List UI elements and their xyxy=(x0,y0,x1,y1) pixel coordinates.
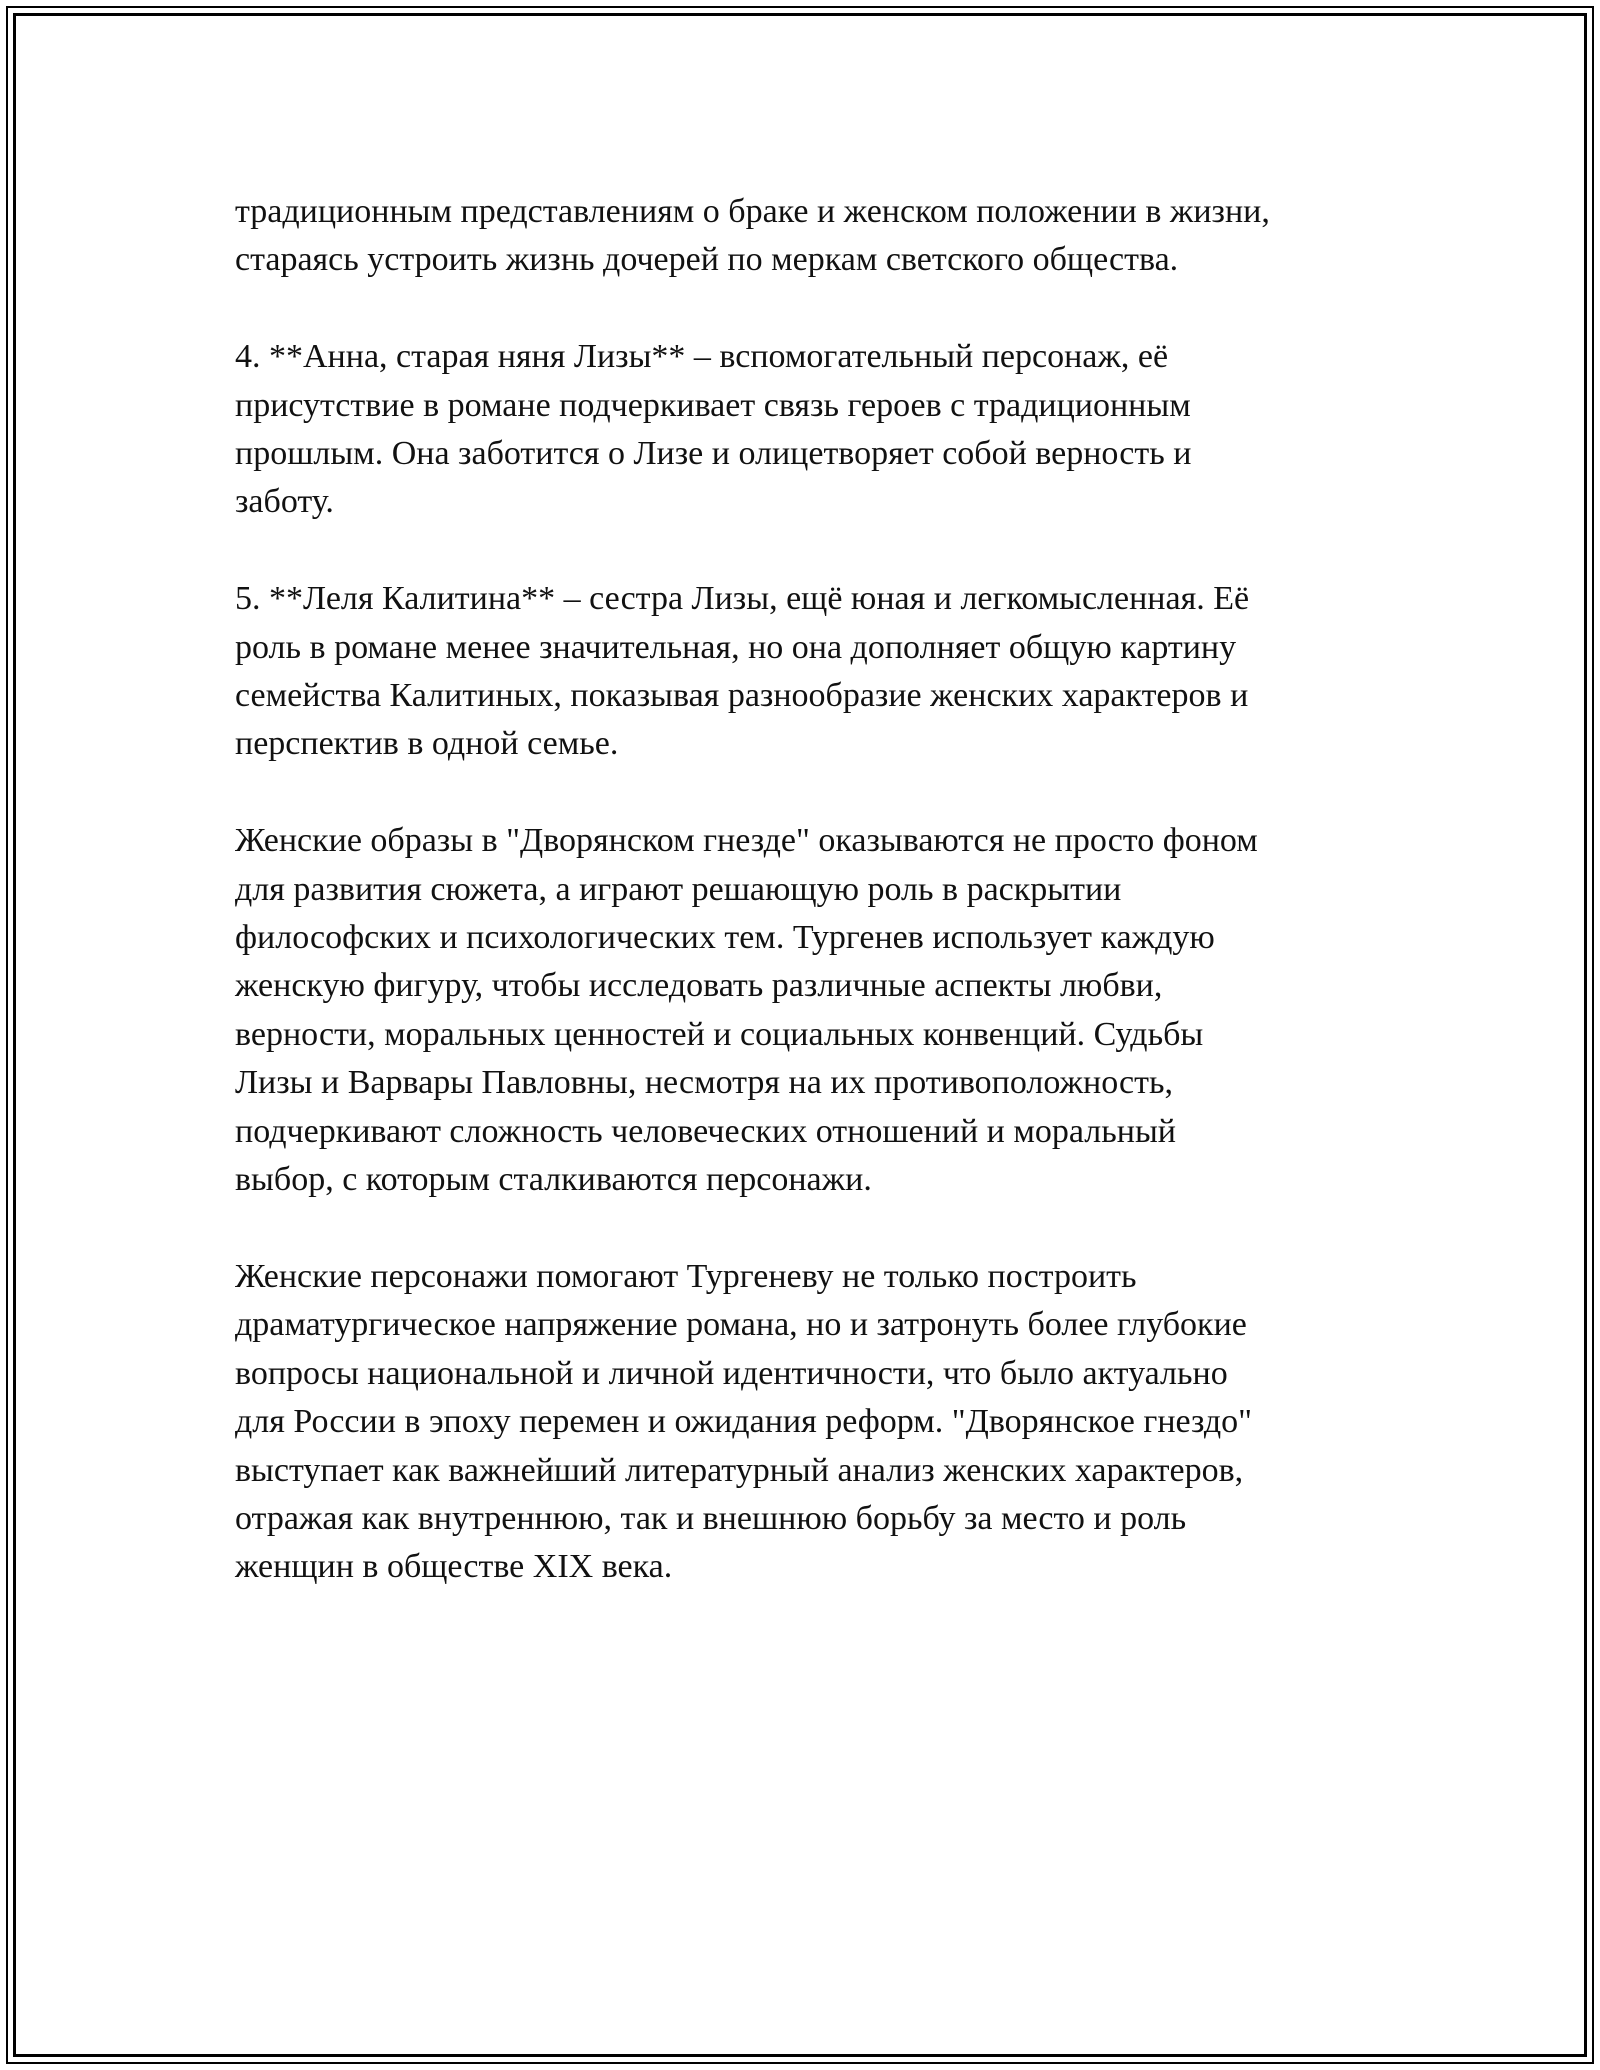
paragraph-anna: 4. **Анна, старая няня Лизы** – вспомогательный персонаж, её присутствие в романе подчеркивает связь героев с традиционным прошлым. Она заботится о Лизе и олицетворяет собой верность и заботу. xyxy=(235,338,1192,521)
paragraph-marriage-views: традиционным представлениям о браке и женском положении в жизни, стараясь устроить жизнь дочерей по меркам светского общества. xyxy=(235,193,1270,279)
document-body xyxy=(235,188,1385,1640)
paragraph-lelya: 5. **Леля Калитина** – сестра Лизы, ещё юная и легкомысленная. Её роль в романе менее значительная, но она дополняет общую картину семейства Калитиных, показывая разнообразие женских характеров и перспектив в одной семье. xyxy=(235,580,1250,763)
paragraph-conclusion: Женские персонажи помогают Тургеневу не только построить драматургическое напряжение романа, но и затронуть более глубокие вопросы национальной и личной идентичности, что было актуально для России в эпоху перемен и ожидания реформ. "Дворянское гнездо" выступает как важнейший литературный анализ женских характеров, отражая как внутреннюю, так и внешнюю борьбу за место и роль женщин в обществе XIX века. xyxy=(235,1257,1253,1586)
paragraph-female-images: Женские образы в "Дворянском гнезде" оказываются не просто фоном для развития сюжета, а играют решающую роль в раскрытии философских и психологических тем. Тургенев использует каждую женскую фигуру, чтобы исследовать различные аспекты любви, верности, моральных ценностей и социальных конвенций. Судьбы Лизы и Варвары Павловны, несмотря на их противоположность, подчеркивают сложность человеческих отношений и моральный выбор, с которым сталкиваются персонажи. xyxy=(235,822,1258,1199)
